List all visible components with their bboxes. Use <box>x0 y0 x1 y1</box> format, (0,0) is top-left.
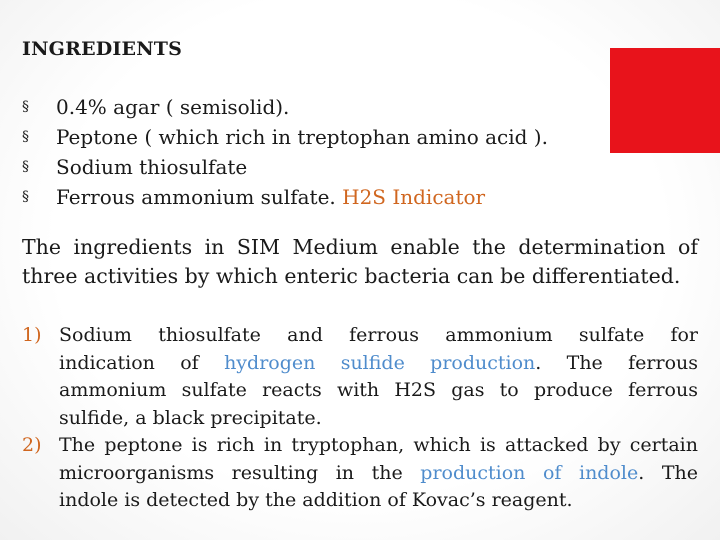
list-item <box>22 122 548 152</box>
item-line: ammonium sulfate reacts with H2S gas to produce ferrous <box>59 379 698 401</box>
bullet-marker: § <box>22 99 29 115</box>
item-number: 1) <box>22 324 42 346</box>
bullet-text: Sodium thiosulfate <box>56 155 248 179</box>
item-line: sulfide, a black precipitate. <box>59 406 322 429</box>
list-item <box>22 152 548 182</box>
bullet-text: 0.4% agar ( semisolid). <box>56 95 290 119</box>
item-text: indication of <box>59 351 199 374</box>
item-line: Sodium thiosulfate and ferrous ammonium sulfate for <box>59 324 698 346</box>
intro-line: The ingredients in SIM Medium enable the determination of <box>22 235 698 259</box>
item-line: indole is detected by the addition of Kovac’s reagent. <box>59 489 573 511</box>
intro-paragraph <box>22 233 698 291</box>
highlight-text: hydrogen sulfide production <box>224 351 536 374</box>
list-item <box>22 182 548 212</box>
item-text: microorganisms resulting in the <box>59 461 403 484</box>
bullet-indicator-note: H2S Indicator <box>342 185 486 209</box>
bullet-marker: § <box>22 189 29 205</box>
list-item <box>22 92 548 122</box>
numbered-list <box>22 322 698 515</box>
bullet-text: Ferrous ammonium sulfate. <box>56 185 336 209</box>
bullet-marker: § <box>22 159 29 175</box>
page-title: INGREDIENTS <box>22 38 183 60</box>
item-line: The peptone is rich in tryptophan, which is attacked by certain <box>59 434 698 456</box>
bullet-text: Peptone ( which rich in treptophan amino acid ). <box>56 125 548 149</box>
item-number: 2) <box>22 434 42 456</box>
bullet-marker: § <box>22 129 29 145</box>
ingredient-list <box>22 92 548 212</box>
item-text: . The <box>638 461 698 484</box>
item-text: . The ferrous <box>535 351 699 374</box>
item-line <box>59 350 698 378</box>
highlight-text: production of indole <box>420 461 639 484</box>
intro-line: three activities by which enteric bacteria can be differentiated. <box>22 264 681 288</box>
red-accent-block <box>610 48 720 153</box>
numbered-item <box>22 322 698 432</box>
item-line <box>59 460 698 488</box>
numbered-item <box>22 432 698 515</box>
